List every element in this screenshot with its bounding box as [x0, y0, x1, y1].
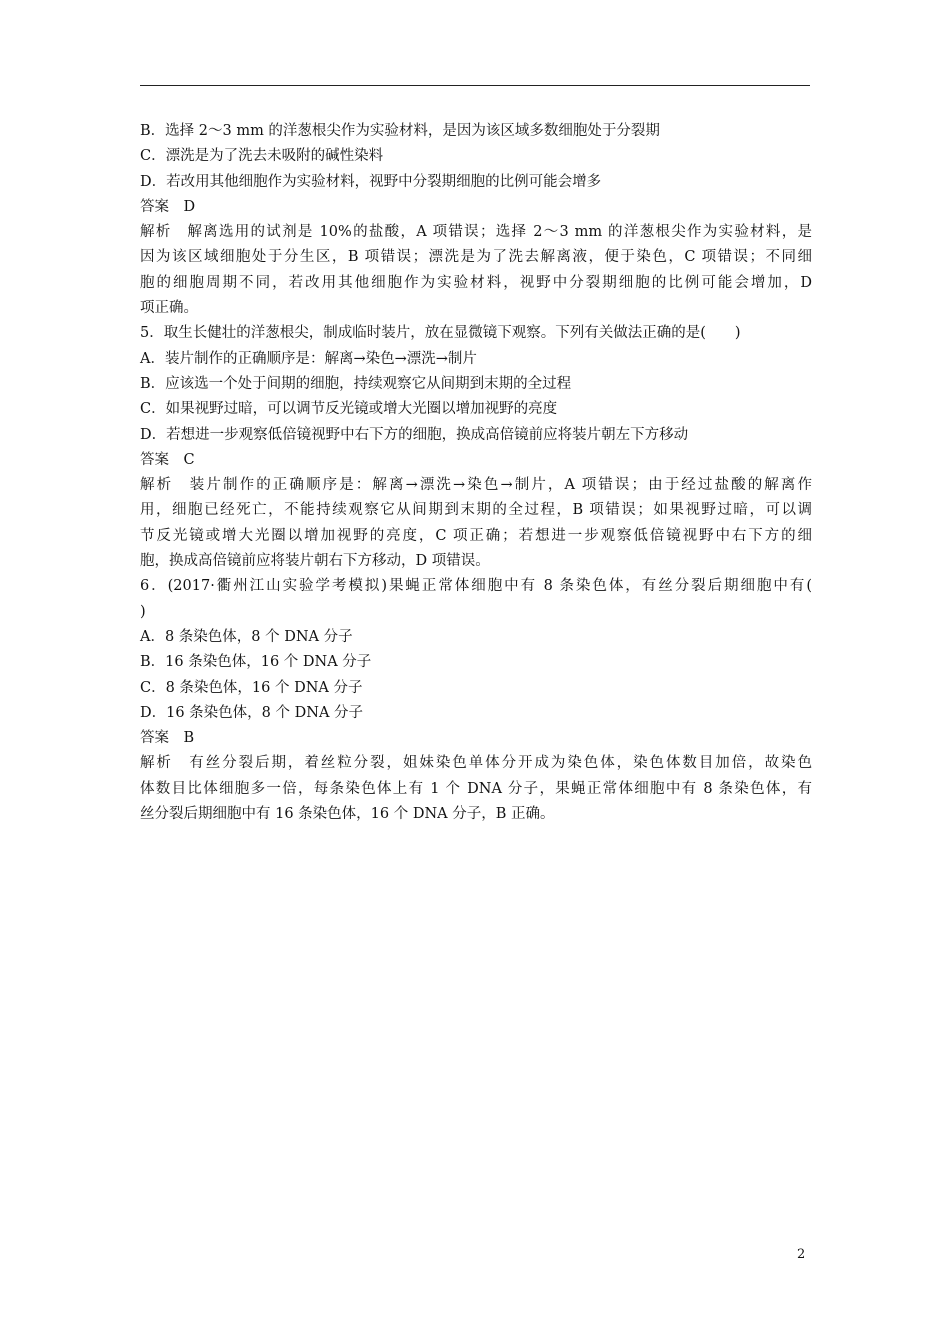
text-line: B．16 条染色体，16 个 DNA 分子 [140, 654, 372, 671]
text-line: 解析 解离选用的试剂是 10%的盐酸，A 项错误；选择 2～3 mm 的洋葱根尖作为实验材料，是 [140, 224, 812, 241]
text-line: 丝分裂后期细胞中有 16 条染色体，16 个 DNA 分子，B 正确。 [140, 806, 555, 823]
document-body [140, 119, 812, 827]
text-line: A．装片制作的正确顺序是：解离→染色→漂洗→制片 [140, 350, 477, 367]
text-line: 项正确。 [140, 300, 198, 317]
text-line: 用，细胞已经死亡，不能持续观察它从间期到末期的全过程，B 项错误；如果视野过暗，可以调 [140, 502, 812, 519]
text-line: C．如果视野过暗，可以调节反光镜或增大光圈以增加视野的亮度 [140, 401, 558, 418]
text-line: 答案 B [140, 730, 195, 747]
text-line: C．8 条染色体，16 个 DNA 分子 [140, 679, 363, 696]
header-rule [140, 85, 810, 86]
text-line: ) [140, 603, 146, 620]
text-line: D．若想进一步观察低倍镜视野中右下方的细胞，换成高倍镜前应将装片朝左下方移动 [140, 426, 689, 443]
text-line: 体数目比体细胞多一倍，每条染色体上有 1 个 DNA 分子，果蝇正常体细胞中有 8 条染色体，有 [140, 780, 812, 797]
text-line: 解析 装片制作的正确顺序是：解离→漂洗→染色→制片，A 项错误；由于经过盐酸的解离作 [140, 477, 812, 494]
text-line: 6．(2017·衢州江山实验学考模拟)果蝇正常体细胞中有 8 条染色体，有丝分裂后期细胞中有( [140, 578, 812, 595]
text-line: C．漂洗是为了洗去未吸附的碱性染料 [140, 148, 384, 165]
text-line: 因为该区域细胞处于分生区，B 项错误；漂洗是为了洗去解离液，便于染色，C 项错误；不同细 [140, 249, 812, 266]
text-line: B．选择 2～3 mm 的洋葱根尖作为实验材料，是因为该区域多数细胞处于分裂期 [140, 123, 660, 139]
text-line: D．若改用其他细胞作为实验材料，视野中分裂期细胞的比例可能会增多 [140, 173, 602, 190]
text-line: 胞，换成高倍镜前应将装片朝右下方移动，D 项错误。 [140, 553, 490, 570]
text-line: 解析 有丝分裂后期，着丝粒分裂，姐妹染色单体分开成为染色体，染色体数目加倍，故染色 [140, 755, 812, 772]
text-line: 节反光镜或增大光圈以增加视野的亮度，C 项正确；若想进一步观察低倍镜视野中右下方的细 [140, 527, 812, 544]
text-line: 答案 C [140, 451, 195, 468]
text-line: D．16 条染色体，8 个 DNA 分子 [140, 704, 364, 721]
text-line: 胞的细胞周期不同，若改用其他细胞作为实验材料，视野中分裂期细胞的比例可能会增加，D [140, 274, 812, 291]
text-line: B．应该选一个处于间期的细胞，持续观察它从间期到末期的全过程 [140, 375, 572, 392]
page-number: 2 [797, 1247, 806, 1262]
text-line: 答案 D [140, 198, 196, 215]
text-line: 5．取生长健壮的洋葱根尖，制成临时装片，放在显微镜下观察。下列有关做法正确的是( ) [140, 325, 741, 342]
text-line: A．8 条染色体，8 个 DNA 分子 [140, 628, 353, 645]
